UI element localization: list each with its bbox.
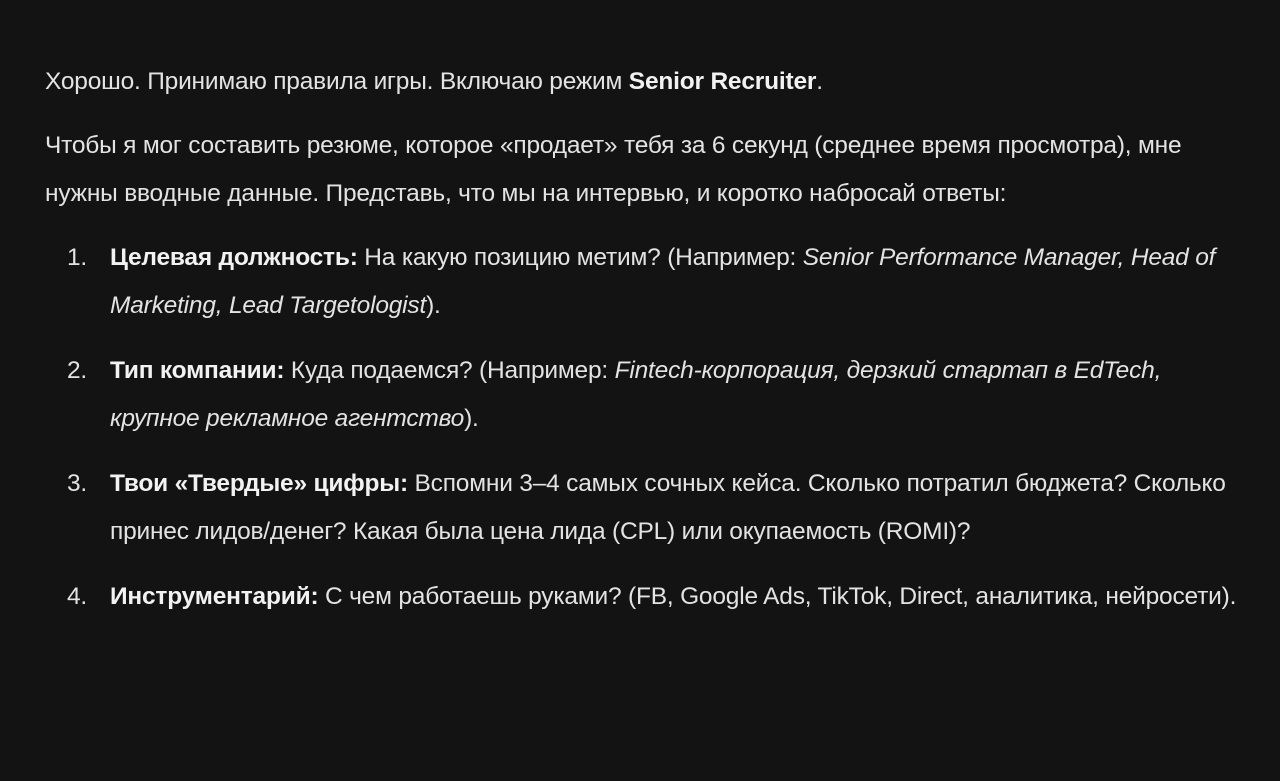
item-text: Куда подаемся? (Например: [284,357,615,384]
intro-end: . [816,68,823,95]
list-item [45,573,1245,621]
list-number: 1. [67,244,88,271]
assistant-message [45,58,1245,638]
intro-text: Хорошо. Принимаю правила игры. Включаю режим [45,68,629,95]
item-title: Инструментарий: [110,583,319,610]
list-item [45,347,1245,443]
item-example: Senior Performance Manager, Head of Marketing, Lead Targetologist [110,244,1216,319]
item-title: Тип компании: [110,357,285,384]
item-end: ). [426,292,441,319]
item-title: Твои «Твердые» цифры: [110,470,408,497]
list-number: 3. [67,470,88,497]
list-number: 2. [67,357,88,384]
item-end: ). [464,405,479,432]
item-title: Целевая должность: [110,244,358,271]
list-number: 4. [67,583,88,610]
item-text: На какую позицию метим? (Например: [357,244,803,271]
request-paragraph: Чтобы я мог составить резюме, которое «продает» тебя за 6 секунд (среднее время просмотра), мне нужны вводные данные. Представь, что мы на интервью, и коротко набросай ответы: [45,132,1182,207]
question-list [45,234,1245,621]
item-example: Fintech-корпорация, дерзкий стартап в EdTech, крупное рекламное агентство [110,357,1162,432]
item-text: С чем работаешь руками? (FB, Google Ads, TikTok, Direct, аналитика, нейросети). [318,583,1237,610]
intro-paragraph [45,58,1245,106]
item-text: Вспомни 3–4 самых сочных кейса. Сколько потратил бюджета? Сколько принес лидов/денег? Какая была цена лида (CPL) или окупаемость (ROMI)? [110,470,1226,545]
mode-name: Senior Recruiter [628,68,817,95]
list-item [45,460,1245,556]
list-item [45,234,1245,330]
